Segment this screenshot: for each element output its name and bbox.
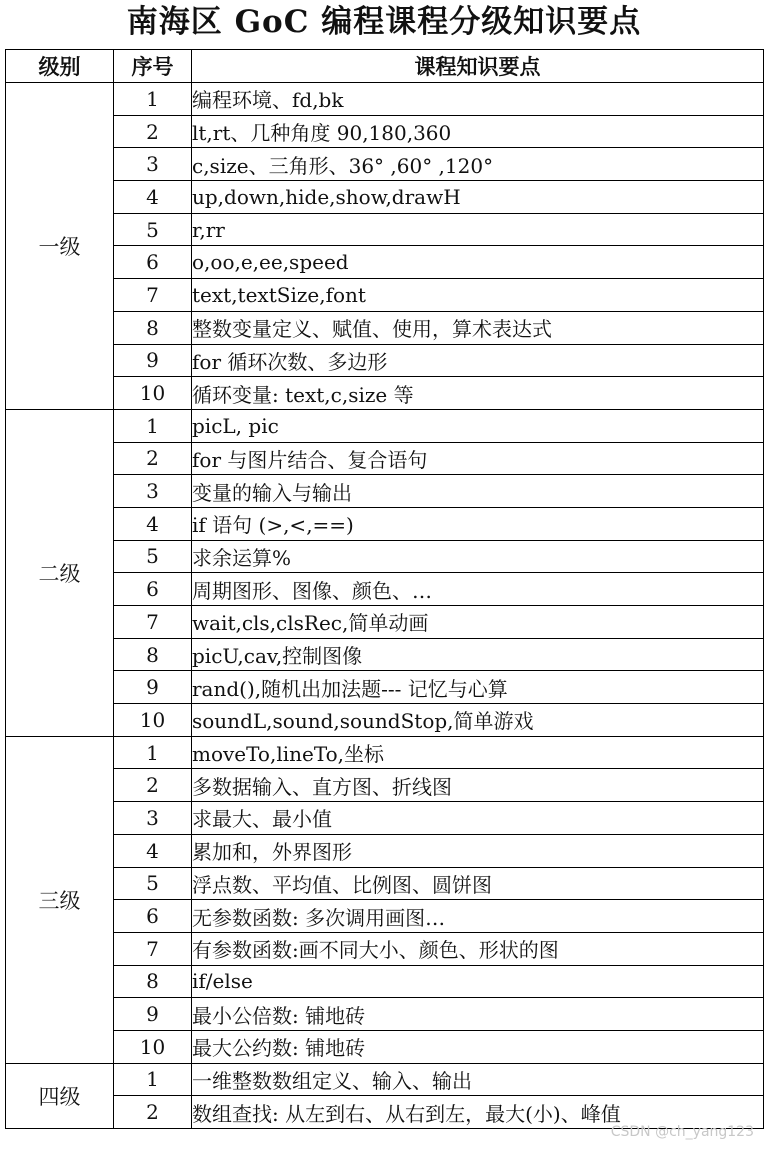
table-row: [6, 606, 764, 639]
item-number: 1: [114, 409, 192, 442]
item-number: 5: [114, 867, 192, 900]
table-row: [6, 213, 764, 246]
table-row: [6, 573, 764, 606]
table-row: [6, 998, 764, 1031]
item-number: 5: [114, 540, 192, 573]
table-row: [6, 475, 764, 508]
item-topic: if/else: [192, 965, 764, 998]
item-number: 8: [114, 638, 192, 671]
item-topic: 求最大、最小值: [192, 802, 764, 835]
item-number: 7: [114, 932, 192, 965]
header-no: 序号: [114, 50, 192, 83]
item-number: 10: [114, 377, 192, 410]
item-number: 10: [114, 704, 192, 737]
table-row: [6, 279, 764, 312]
item-number: 3: [114, 475, 192, 508]
table-row: [6, 442, 764, 475]
item-topic: picU,cav,控制图像: [192, 638, 764, 671]
table-row: [6, 802, 764, 835]
item-number: 4: [114, 834, 192, 867]
item-number: 6: [114, 900, 192, 933]
item-number: 9: [114, 344, 192, 377]
item-topic: 编程环境、fd,bk: [192, 83, 764, 116]
item-topic: 最小公倍数: 铺地砖: [192, 998, 764, 1031]
table-row: [6, 148, 764, 181]
item-number: 8: [114, 965, 192, 998]
item-number: 3: [114, 802, 192, 835]
item-topic: wait,cls,clsRec,简单动画: [192, 606, 764, 639]
level-cell: 一级: [6, 83, 114, 410]
item-topic: 周期图形、图像、颜色、…: [192, 573, 764, 606]
item-number: 1: [114, 83, 192, 116]
item-number: 10: [114, 1030, 192, 1063]
item-topic: rand(),随机出加法题--- 记忆与心算: [192, 671, 764, 704]
item-topic: 求余运算%: [192, 540, 764, 573]
item-number: 1: [114, 736, 192, 769]
item-topic: 数组查找: 从左到右、从右到左，最大(小)、峰值: [192, 1096, 764, 1129]
item-number: 7: [114, 606, 192, 639]
item-topic: 变量的输入与输出: [192, 475, 764, 508]
table-body: [6, 83, 764, 1129]
watermark: CSDN @ch_yang123: [610, 1124, 754, 1140]
knowledge-table: [5, 49, 764, 1129]
table-row: [6, 704, 764, 737]
table-row: [6, 377, 764, 410]
item-topic: 累加和，外界图形: [192, 834, 764, 867]
item-topic: 整数变量定义、赋值、使用，算术表达式: [192, 311, 764, 344]
item-topic: soundL,sound,soundStop,简单游戏: [192, 704, 764, 737]
table-row: [6, 965, 764, 998]
item-topic: picL, pic: [192, 409, 764, 442]
header-level: 级别: [6, 50, 114, 83]
item-topic: 浮点数、平均值、比例图、圆饼图: [192, 867, 764, 900]
table-row: [6, 834, 764, 867]
item-topic: moveTo,lineTo,坐标: [192, 736, 764, 769]
level-cell: 三级: [6, 736, 114, 1063]
item-topic: if 语句 (>,<,==): [192, 507, 764, 540]
item-number: 4: [114, 181, 192, 214]
table-row: [6, 115, 764, 148]
table-row: [6, 1030, 764, 1063]
table-row: [6, 932, 764, 965]
table-row: [6, 507, 764, 540]
item-topic: r,rr: [192, 213, 764, 246]
table-row: [6, 867, 764, 900]
table-row: [6, 181, 764, 214]
item-topic: lt,rt、几种角度 90,180,360: [192, 115, 764, 148]
page-title: 南海区 GoC 编程课程分级知识要点: [126, 4, 642, 40]
table-row: [6, 1063, 764, 1096]
table-row: [6, 344, 764, 377]
item-number: 1: [114, 1063, 192, 1096]
item-topic: 有参数函数:画不同大小、颜色、形状的图: [192, 932, 764, 965]
level-cell: 二级: [6, 409, 114, 736]
item-topic: 最大公约数: 铺地砖: [192, 1030, 764, 1063]
item-topic: for 循环次数、多边形: [192, 344, 764, 377]
table-row: [6, 83, 764, 116]
item-number: 9: [114, 671, 192, 704]
item-topic: 无参数函数: 多次调用画图…: [192, 900, 764, 933]
item-number: 5: [114, 213, 192, 246]
item-number: 2: [114, 1096, 192, 1129]
item-topic: up,down,hide,show,drawH: [192, 181, 764, 214]
table-row: [6, 311, 764, 344]
item-topic: c,size、三角形、36° ,60° ,120°: [192, 148, 764, 181]
table-header-row: [6, 50, 764, 83]
item-topic: 循环变量: text,c,size 等: [192, 377, 764, 410]
item-number: 8: [114, 311, 192, 344]
item-number: 7: [114, 279, 192, 312]
table-row: [6, 769, 764, 802]
item-number: 4: [114, 507, 192, 540]
table-row: [6, 540, 764, 573]
item-number: 2: [114, 769, 192, 802]
item-topic: 一维整数数组定义、输入、输出: [192, 1063, 764, 1096]
item-number: 2: [114, 442, 192, 475]
item-number: 9: [114, 998, 192, 1031]
table-row: [6, 246, 764, 279]
table-row: [6, 900, 764, 933]
item-number: 6: [114, 246, 192, 279]
item-number: 3: [114, 148, 192, 181]
item-number: 6: [114, 573, 192, 606]
item-topic: for 与图片结合、复合语句: [192, 442, 764, 475]
item-topic: text,textSize,font: [192, 279, 764, 312]
level-cell: 四级: [6, 1063, 114, 1128]
table-row: [6, 736, 764, 769]
table-row: [6, 671, 764, 704]
table-row: [6, 638, 764, 671]
item-number: 2: [114, 115, 192, 148]
item-topic: 多数据输入、直方图、折线图: [192, 769, 764, 802]
header-topic: 课程知识要点: [192, 50, 764, 83]
item-topic: o,oo,e,ee,speed: [192, 246, 764, 279]
table-row: [6, 409, 764, 442]
